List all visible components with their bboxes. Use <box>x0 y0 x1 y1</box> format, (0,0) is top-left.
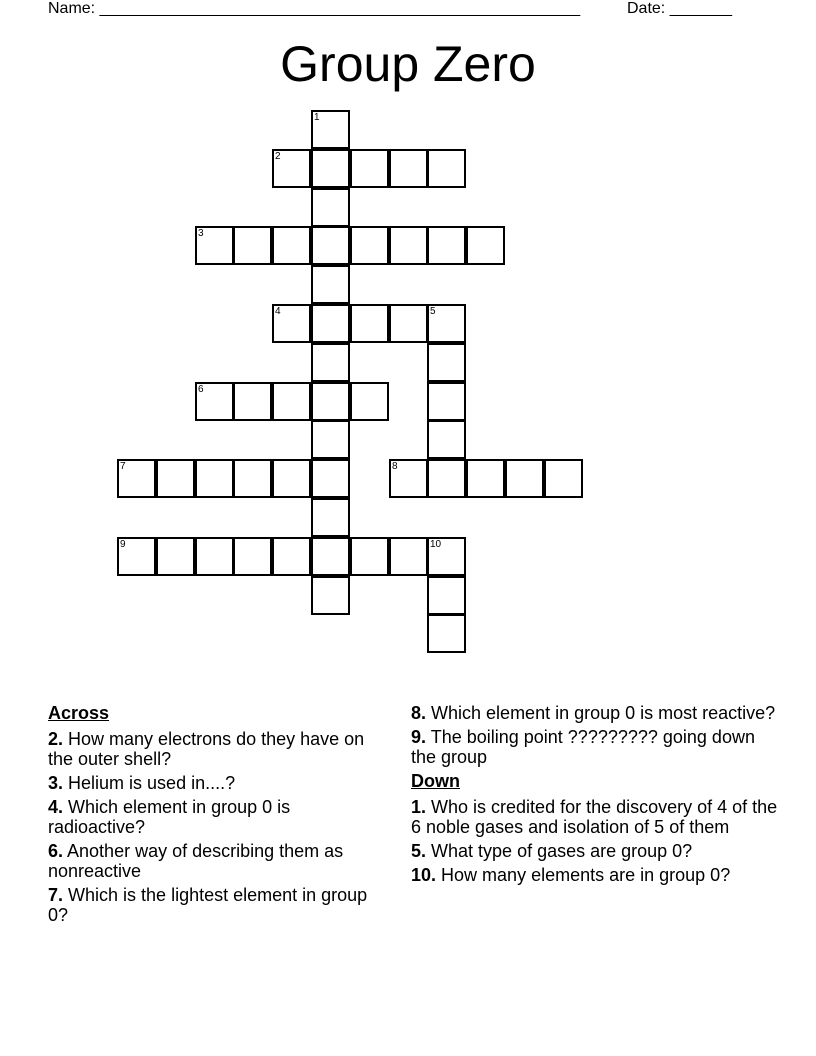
crossword-cell[interactable] <box>311 498 350 537</box>
crossword-cell[interactable] <box>427 576 466 615</box>
across-clue: 7. Which is the lightest element in group 0? <box>48 885 368 925</box>
crossword-cell[interactable] <box>311 459 350 498</box>
clue-number: 10 <box>430 539 442 550</box>
crossword-cell[interactable] <box>272 226 311 265</box>
crossword-cell[interactable] <box>117 537 156 576</box>
crossword-cell[interactable] <box>311 382 350 421</box>
crossword-cell[interactable] <box>311 537 350 576</box>
crossword-cell[interactable] <box>427 459 466 498</box>
clue-number: 1 <box>314 112 320 123</box>
across-clue: 2. How many electrons do they have on the outer shell? <box>48 729 365 769</box>
crossword-cell[interactable] <box>350 226 389 265</box>
crossword-cell[interactable] <box>389 537 428 576</box>
crossword-cell[interactable] <box>427 226 466 265</box>
crossword-cell[interactable] <box>427 343 466 382</box>
crossword-cell[interactable] <box>233 226 272 265</box>
crossword-cell[interactable] <box>233 382 272 421</box>
crossword-cell[interactable] <box>272 459 311 498</box>
crossword-cell[interactable] <box>427 382 466 421</box>
page-title: Group Zero <box>280 36 536 92</box>
down-clue: 10. How many elements are in group 0? <box>411 865 731 885</box>
crossword-cell[interactable] <box>311 576 350 615</box>
crossword-cell[interactable] <box>350 537 389 576</box>
crossword-cell[interactable] <box>311 265 350 304</box>
crossword-cell[interactable] <box>389 226 428 265</box>
crossword-cell[interactable] <box>272 149 311 188</box>
crossword-cell[interactable] <box>427 304 466 343</box>
crossword-cell[interactable] <box>311 304 350 343</box>
crossword-cell[interactable] <box>311 110 350 149</box>
clue-number: 6 <box>198 384 204 395</box>
crossword-cell[interactable] <box>311 188 350 227</box>
crossword-cell[interactable] <box>156 537 195 576</box>
crossword-cell[interactable] <box>311 343 350 382</box>
clue-number: 8 <box>392 461 398 472</box>
across-heading: Across <box>48 703 110 723</box>
crossword-cell[interactable] <box>466 226 505 265</box>
crossword-cell[interactable] <box>427 149 466 188</box>
clue-number: 4 <box>275 306 281 317</box>
crossword-cell[interactable] <box>544 459 583 498</box>
crossword-cell[interactable] <box>195 226 234 265</box>
crossword-cell[interactable] <box>272 382 311 421</box>
crossword-cell[interactable] <box>350 149 389 188</box>
crossword-cell[interactable] <box>195 382 234 421</box>
crossword-cell[interactable] <box>233 537 272 576</box>
crossword-cell[interactable] <box>117 459 156 498</box>
crossword-cell[interactable] <box>272 304 311 343</box>
across-clue: 4. Which element in group 0 is radioactive? <box>48 797 291 837</box>
crossword-cell[interactable] <box>427 537 466 576</box>
crossword-cell[interactable] <box>505 459 544 498</box>
crossword-cell[interactable] <box>311 420 350 459</box>
across-clue: 9. The boiling point ????????? going down the group <box>411 727 755 767</box>
crossword-cell[interactable] <box>427 614 466 653</box>
clue-number: 7 <box>120 461 126 472</box>
name-field-label[interactable]: Name: ______________________________________________________ <box>48 0 581 17</box>
crossword-cell[interactable] <box>311 226 350 265</box>
crossword-cell[interactable] <box>272 537 311 576</box>
down-clue: 1. Who is credited for the discovery of 4 of the 6 noble gases and isolation of 5 of them <box>411 797 778 837</box>
clues-column-right <box>411 703 781 889</box>
crossword-cell[interactable] <box>233 459 272 498</box>
across-clue: 3. Helium is used in....? <box>48 773 236 793</box>
crossword-cell[interactable] <box>389 149 428 188</box>
clues-column-left <box>48 703 388 929</box>
clue-number: 5 <box>430 306 436 317</box>
crossword-cell[interactable] <box>389 459 428 498</box>
across-clue: 8. Which element in group 0 is most reactive? <box>411 703 776 723</box>
down-clue: 5. What type of gases are group 0? <box>411 841 693 861</box>
crossword-cell[interactable] <box>389 304 428 343</box>
crossword-cell[interactable] <box>466 459 505 498</box>
crossword-cell[interactable] <box>156 459 195 498</box>
date-field-label[interactable]: Date: _______ <box>627 0 732 17</box>
crossword-cell[interactable] <box>195 537 234 576</box>
down-heading: Down <box>411 771 460 791</box>
crossword-cell[interactable] <box>350 304 389 343</box>
crossword-cell[interactable] <box>195 459 234 498</box>
across-clue: 6. Another way of describing them as nonreactive <box>48 841 344 881</box>
crossword-cell[interactable] <box>427 420 466 459</box>
clue-number: 2 <box>275 151 281 162</box>
crossword-cell[interactable] <box>350 382 389 421</box>
clue-number: 9 <box>120 539 126 550</box>
crossword-cell[interactable] <box>311 149 350 188</box>
clue-number: 3 <box>198 228 204 239</box>
